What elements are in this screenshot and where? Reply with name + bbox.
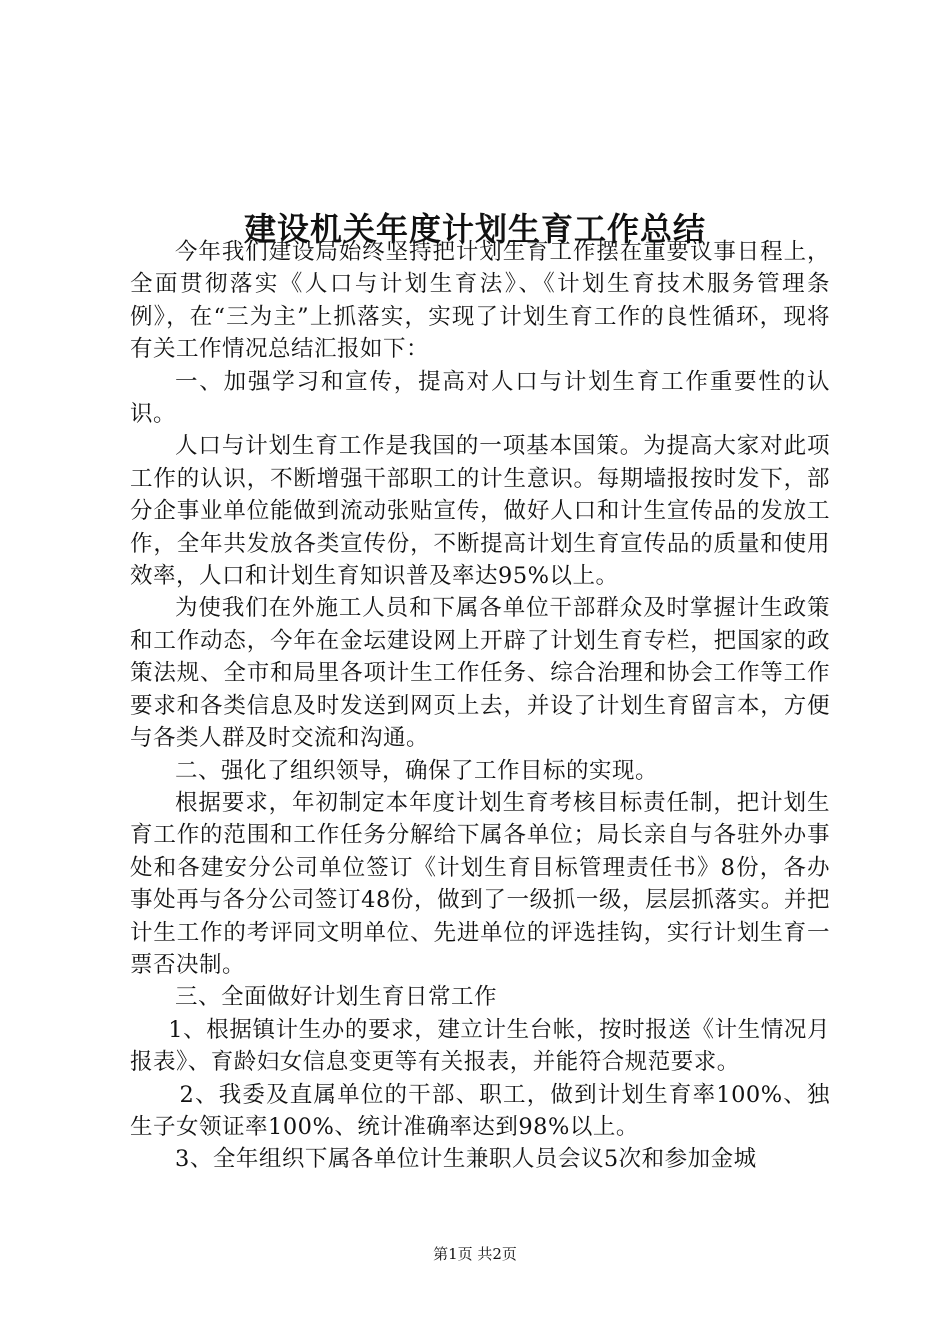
paragraph-section-1-a: 人口与计划生育工作是我国的一项基本国策。为提高大家对此项工作的认识，不断增强干部职工的计生意识。每期墙报按时发下，部分企事业单位能做到流动张贴宣传，做好人口和计生宣传品的发放工作，全年共发放各类宣传份，不断提高计划生育宣传品的质量和使用效率，人口和计划生育知识普及率达95%以上。 (130, 433, 830, 590)
paragraph-intro: 今年我们建设局始终坚持把计划生育工作摆在重要议事日程上，全面贯彻落实《人口与计划生育法》、《计划生育技术服务管理条例》，在“三为主”上抓落实，实现了计划生育工作的良性循环，现将有关工作情况总结汇报如下： (130, 239, 830, 363)
list-item-2: 2、我委及直属单位的干部、职工，做到计划生育率100%、独生子女领证率100%、统计准确率达到98%以上。 (130, 1081, 830, 1140)
list-item-1: 1、根据镇计生办的要求，建立计生台帐，按时报送《计生情况月报表》、育龄妇女信息变更等有关报表，并能符合规范要求。 (130, 1016, 830, 1076)
list-item-3: 3、全年组织下属各单位计生兼职人员会议5次和参加金城 (175, 1146, 757, 1173)
heading-section-3: 三、全面做好计划生育日常工作 (175, 984, 498, 1011)
page-footer: 第1页 共2页 (433, 1245, 517, 1263)
document-title: 建设机关年度计划生育工作总结 (243, 210, 706, 249)
heading-section-2: 二、强化了组织领导，确保了工作目标的实现。 (175, 757, 659, 784)
paragraph-section-2: 根据要求，年初制定本年度计划生育考核目标责任制，把计划生育工作的范围和工作任务分解给下属各单位；局长亲自与各驻外办事处和各建安分公司单位签订《计划生育目标管理责任书》8份，各办事处再与各分公司签订48份，做到了一级抓一级，层层抓落实。并把计生工作的考评同文明单位、先进单位的评选挂钩，实行计划生育一票否决制。 (130, 789, 830, 978)
heading-section-1: 一、加强学习和宣传，提高对人口与计划生育工作重要性的认识。 (130, 368, 830, 428)
document-body (130, 236, 830, 1176)
paragraph-section-1-b: 为使我们在外施工人员和下属各单位干部群众及时掌握计生政策和工作动态，今年在金坛建设网上开辟了计划生育专栏，把国家的政策法规、全市和局里各项计生工作任务、综合治理和协会工作等工作要求和各类信息及时发送到网页上去，并设了计划生育留言本，方便与各类人群及时交流和沟通。 (130, 595, 830, 752)
